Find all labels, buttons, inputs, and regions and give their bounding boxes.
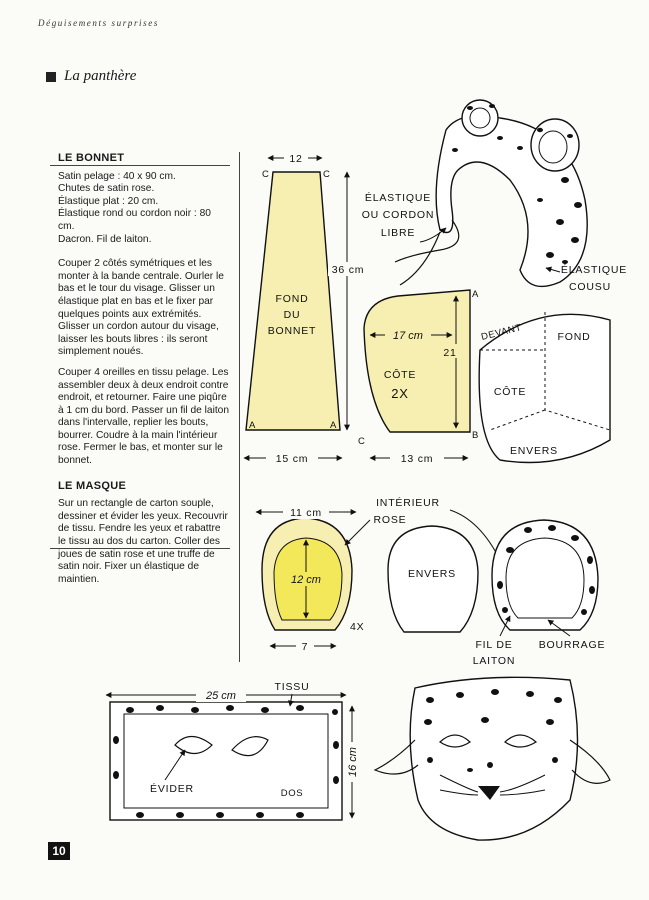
dos-label: DOS bbox=[280, 788, 304, 799]
oreilles-instructions: Couper 4 oreilles en tissu pelage. Les assembler deux à deux endroit contre endroit, et retourner. Faire une piqûre à 1 cm du bord. Passer un fil de laiton dans l'intervalle, replier les bouts, bourrer. Coudre à la main l'intérieur rose. Fermer le bas, et monter sur le bonnet. bbox=[58, 366, 230, 467]
fil-de-laiton-label-1: FIL DE bbox=[475, 639, 513, 651]
bourrage-label: BOURRAGE bbox=[538, 639, 606, 651]
fond-height: 36 cm bbox=[331, 264, 365, 276]
masque-height: 16 cm bbox=[347, 747, 359, 777]
page-number: 10 bbox=[48, 842, 70, 860]
cote-corner-b: B bbox=[472, 430, 479, 441]
fond-corner-a-right: A bbox=[330, 420, 337, 431]
fond-du-bonnet-pattern bbox=[244, 150, 366, 465]
bonnet-instructions: Couper 2 côtés symétriques et les monter à la bande centrale. Ourler le bas et le tour du visage. Glisser un élastique plat en bas et le fixer par quelques points aux extrémités. Glisser un cordon autour du visage, laisser les bouts libres : ils seront simplement noués. bbox=[58, 258, 224, 358]
cote-corner-a: A bbox=[472, 289, 479, 300]
oreille-envers-label: ENVERS bbox=[408, 568, 456, 580]
interieur-label-1: INTÉRIEUR bbox=[376, 497, 440, 509]
cote-bottom-width: 13 cm bbox=[400, 453, 434, 465]
masque-pattern bbox=[106, 688, 359, 820]
oreille-height: 12 cm bbox=[291, 574, 321, 586]
elastique-libre-label-1: ÉLASTIQUE bbox=[364, 192, 432, 204]
fond-corner-c-right: C bbox=[323, 169, 331, 180]
section-title-text: La panthère bbox=[64, 68, 137, 84]
fil-de-laiton-label-2: LAITON bbox=[472, 655, 516, 667]
elastique-libre-label-3: LIBRE bbox=[380, 227, 416, 239]
oreille-width: 11 cm bbox=[290, 507, 322, 519]
evider-label: ÉVIDER bbox=[150, 783, 194, 795]
fond-label-2: DU bbox=[283, 309, 301, 321]
bonnet-heading: LE BONNET bbox=[58, 152, 125, 164]
masque-illustration bbox=[375, 677, 610, 840]
elastique-cousu-label-2: COUSU bbox=[569, 281, 611, 293]
fond-top-width: 12 bbox=[289, 153, 303, 165]
cote-width: 17 cm bbox=[393, 330, 423, 342]
fond-corner-c-left: C bbox=[262, 169, 270, 180]
running-title: Déguisements surprises bbox=[38, 18, 159, 28]
fond-bottom-width: 15 cm bbox=[275, 453, 309, 465]
cote-corner-c: C bbox=[358, 436, 366, 447]
assembly-fond: FOND bbox=[557, 331, 591, 343]
cote-height: 21 bbox=[443, 347, 457, 359]
fond-label-1: FOND bbox=[275, 293, 309, 305]
assembly-envers: ENVERS bbox=[510, 445, 558, 457]
fond-label-3: BONNET bbox=[267, 325, 317, 337]
cote-count: 2X bbox=[391, 386, 409, 401]
masque-instructions: Sur un rectangle de carton souple, dessiner et évider les yeux. Recouvrir de tissu. Fendre les yeux et rabattre le tissu au dos du carton. Coller des joues de satin rose et une truffe de satin noir. Fixer un élastique de maintien. bbox=[58, 498, 228, 585]
oreille-finie bbox=[492, 520, 598, 630]
elastique-cousu-label-1: ÉLASTIQUE bbox=[560, 264, 628, 276]
tissu-label: TISSU bbox=[274, 681, 310, 693]
cote-label: CÔTE bbox=[383, 369, 417, 381]
cote-pattern bbox=[358, 289, 479, 465]
interieur-label-2: ROSE bbox=[373, 514, 407, 526]
elastique-libre-label-2: OU CORDON bbox=[361, 209, 435, 221]
assembly-devant: DEVANT bbox=[480, 322, 523, 343]
masque-heading: LE MASQUE bbox=[58, 479, 127, 492]
assembly-cote: CÔTE bbox=[493, 386, 527, 398]
oreille-pattern bbox=[256, 505, 364, 653]
oreille-count: 4X bbox=[350, 621, 365, 633]
oreille-bottom-width: 7 bbox=[301, 641, 309, 653]
bonnet-materials: Satin pelage : 40 x 90 cm. Chutes de satin rose. Élastique plat : 20 cm. Élastique rond ou cordon noir : 80 cm. Dacron. Fil de laiton. bbox=[58, 170, 211, 245]
masque-width: 25 cm bbox=[206, 690, 236, 702]
fond-corner-a-left: A bbox=[249, 420, 256, 431]
